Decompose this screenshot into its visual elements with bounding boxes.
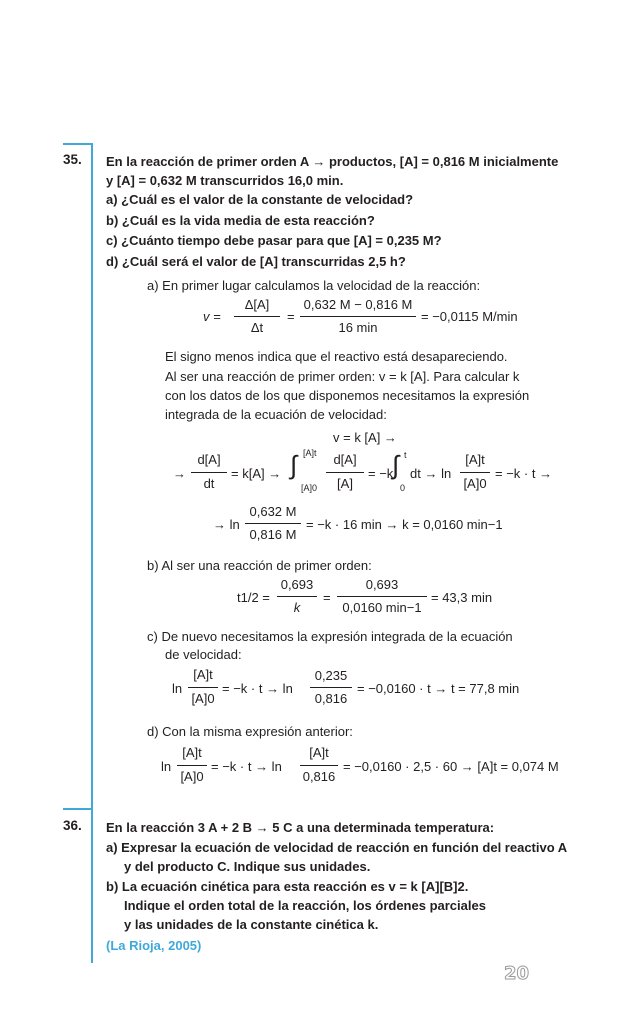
question-a: y del producto C. Indique sus unidades. [124, 859, 371, 874]
question-b: b) ¿Cuál es la vida media de esta reacción? [106, 213, 375, 228]
question-b: Indique el orden total de la reacción, los órdenes parciales [124, 898, 486, 913]
question-b: y las unidades de la constante cinética k. [124, 917, 379, 932]
answer-text: El signo menos indica que el reactivo está desapareciendo. [165, 349, 508, 364]
answer-c-intro: de velocidad: [165, 647, 242, 662]
answer-a-intro: a) En primer lugar calculamos la velocidad de la reacción: [147, 278, 481, 293]
answer-text: integrada de la ecuación de velocidad: [165, 407, 387, 422]
page-number: 20 [504, 963, 530, 984]
margin-rule [91, 143, 93, 963]
separator-line [63, 143, 91, 145]
problem-statement: y [A] = 0,632 M transcurridos 16,0 min. [106, 173, 344, 188]
problem-statement: En la reacción de primer orden A → productos, [A] = 0,816 M inicialmente [106, 154, 559, 169]
problem-statement: En la reacción 3 A + 2 B → 5 C a una determinada temperatura: [106, 820, 495, 835]
question-d: d) ¿Cuál será el valor de [A] transcurridas 2,5 h? [106, 254, 406, 269]
problem-number: 36. [63, 818, 82, 833]
source-citation: (La Rioja, 2005) [106, 938, 202, 953]
answer-d-intro: d) Con la misma expresión anterior: [147, 724, 353, 739]
problem-number: 35. [63, 152, 82, 167]
question-c: c) ¿Cuánto tiempo debe pasar para que [A] = 0,235 M? [106, 233, 442, 248]
question-a: a) ¿Cuál es el valor de la constante de velocidad? [106, 192, 414, 207]
answer-b-intro: b) Al ser una reacción de primer orden: [147, 558, 372, 573]
answer-c-intro: c) De nuevo necesitamos la expresión integrada de la ecuación [147, 629, 513, 644]
question-b: b) La ecuación cinética para esta reacción es v = k [A][B]2. [106, 879, 469, 894]
question-a: a) Expresar la ecuación de velocidad de reacción en función del reactivo A [106, 840, 568, 855]
separator-line [63, 808, 91, 810]
answer-text: Al ser una reacción de primer orden: v = k [A]. Para calcular k [165, 369, 520, 384]
answer-text: con los datos de los que disponemos necesitamos la expresión [165, 388, 530, 403]
